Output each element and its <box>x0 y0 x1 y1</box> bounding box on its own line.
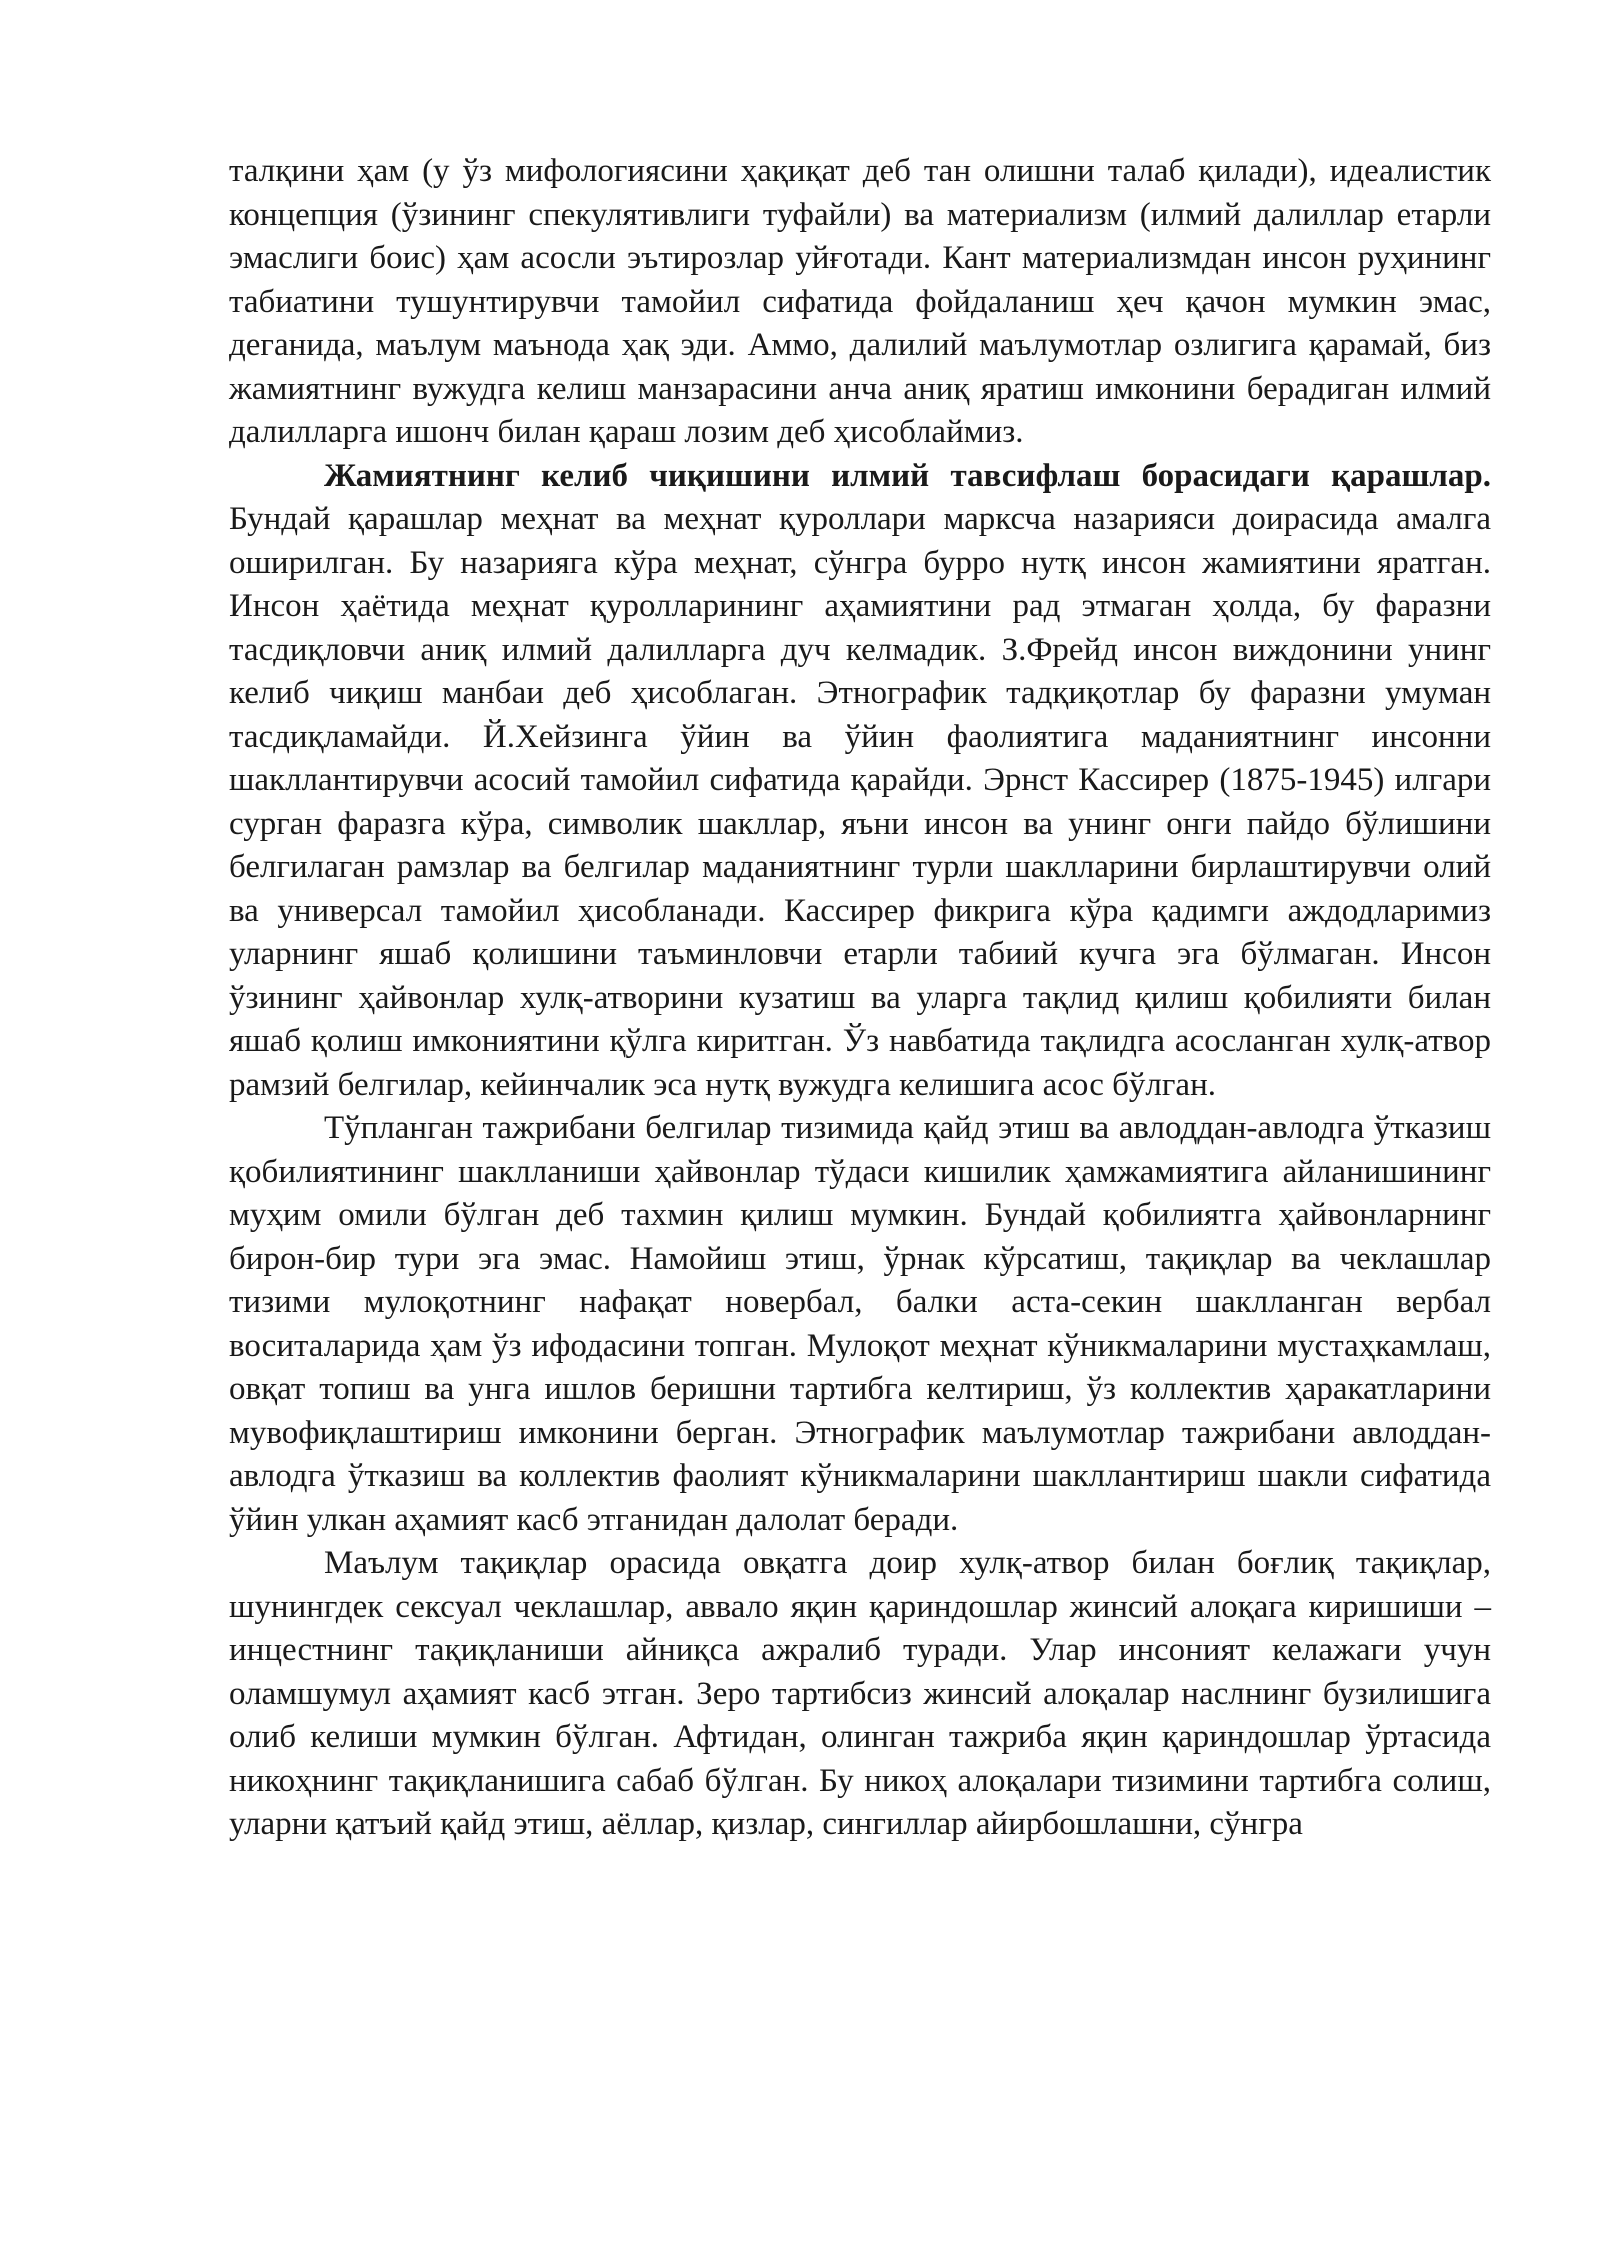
paragraph-4 <box>229 1542 1491 1847</box>
paragraph-3 <box>229 1107 1491 1542</box>
paragraph-1 <box>229 150 1491 455</box>
paragraph-4-text: Маълум тақиқлар орасида овқатга доир хулқ-атвор билан боғлиқ тақиқлар, шунингдек сексуал чеклашлар, аввало яқин қариндошлар жинсий алоқага киришиши – инцестнинг тақиқланиши айниқса ажралиб туради. Улар инсоният келажаги учун оламшумул аҳамият касб этган. Зеро тартибсиз жинсий алоқалар наслнинг бузилишига олиб келиши мумкин бўлган. Афтидан, олинган тажриба яқин қариндошлар ўртасида никоҳнинг тақиқланишига сабаб бўлган. Бу никоҳ алоқалари тизимини тартибга солиш, уларни қатъий қайд этиш, аёллар, қизлар, сингиллар айирбошлашни, сўнгра <box>229 1545 1491 1842</box>
paragraph-1-text: талқини ҳам (у ўз мифологиясини ҳақиқат деб тан олишни талаб қилади), идеалистик концепция (ўзининг спекулятивлиги туфайли) ва материализм (илмий далиллар етарли эмаслиги боис) ҳам асосли эътирозлар уйғотади. Кант материализмдан инсон руҳининг табиатини тушунтирувчи тамойил сифатида фойдаланиш ҳеч қачон мумкин эмас, деганида, маълум маънода ҳақ эди. Аммо, далилий маълумотлар озлигига қарамай, биз жамиятнинг вужудга келиш манзарасини анча аниқ яратиш имконини берадиган илмий далилларга ишонч билан қараш лозим деб ҳисоблаймиз. <box>229 153 1491 450</box>
paragraph-3-text: Тўпланган тажрибани белгилар тизимида қайд этиш ва авлоддан-авлодга ўтказиш қобилиятининг шаклланиши ҳайвонлар тўдаси кишилик ҳамжамиятига айланишининг муҳим омили бўлган деб тахмин қилиш мумкин. Бундай қобилиятга ҳайвонларнинг бирон-бир тури эга эмас. Намойиш этиш, ўрнак кўрсатиш, тақиқлар ва чеклашлар тизими мулоқотнинг нафақат новербал, балки аста-секин шаклланган вербал воситаларида ҳам ўз ифодасини топган. Мулоқот меҳнат кўникмаларини мустаҳкамлаш, овқат топиш ва унга ишлов беришни тартибга келтириш, ўз коллектив ҳаракатларини мувофиқлаштириш имконини берган. Этнографик маълумотлар тажрибани авлоддан-авлодга ўтказиш ва коллектив фаолият кўникмаларини шакллантириш шакли сифатида ўйин улкан аҳамият касб этганидан далолат беради. <box>229 1110 1491 1538</box>
paragraph-2 <box>229 455 1491 1108</box>
document-body <box>229 150 1491 1847</box>
paragraph-2-heading: Жамиятнинг келиб чиқишини илмий тавсифлаш борасидаги қарашлар. <box>324 457 1491 494</box>
paragraph-2-text: Бундай қарашлар меҳнат ва меҳнат қуроллари марксча назарияси доирасида амалга оширилган. Бу назарияга кўра меҳнат, сўнгра бурро нутқ инсон жамиятини яратган. Инсон ҳаётида меҳнат қуролларининг аҳамиятини рад этмаган ҳолда, бу фаразни тасдиқловчи аниқ илмий далилларга дуч келмадик. З.Фрейд инсон виждонини унинг келиб чиқиш манбаи деб ҳисоблаган. Этнографик тадқиқотлар бу фаразни умуман тасдиқламайди. Й.Хейзинга ўйин ва ўйин фаолиятига маданиятнинг инсонни шакллантирувчи асосий тамойил сифатида қарайди. Эрнст Кассирер (1875-1945) илгари сурган фаразга кўра, символик шакллар, яъни инсон ва унинг онги пайдо бўлишини белгилаган рамзлар ва белгилар маданиятнинг турли шаклларини бирлаштирувчи олий ва универсал тамойил ҳисобланади. Кассирер фикрига кўра қадимги аждодларимиз уларнинг яшаб қолишини таъминловчи етарли табиий кучга эга бўлмаган. Инсон ўзининг ҳайвонлар хулқ-атворини кузатиш ва уларга тақлид қилиш қобилияти билан яшаб қолиш имкониятини қўлга киритган. Ўз навбатида тақлидга асосланган хулқ-атвор рамзий белгилар, кейинчалик эса нутқ вужудга келишига асос бўлган. <box>229 501 1491 1103</box>
